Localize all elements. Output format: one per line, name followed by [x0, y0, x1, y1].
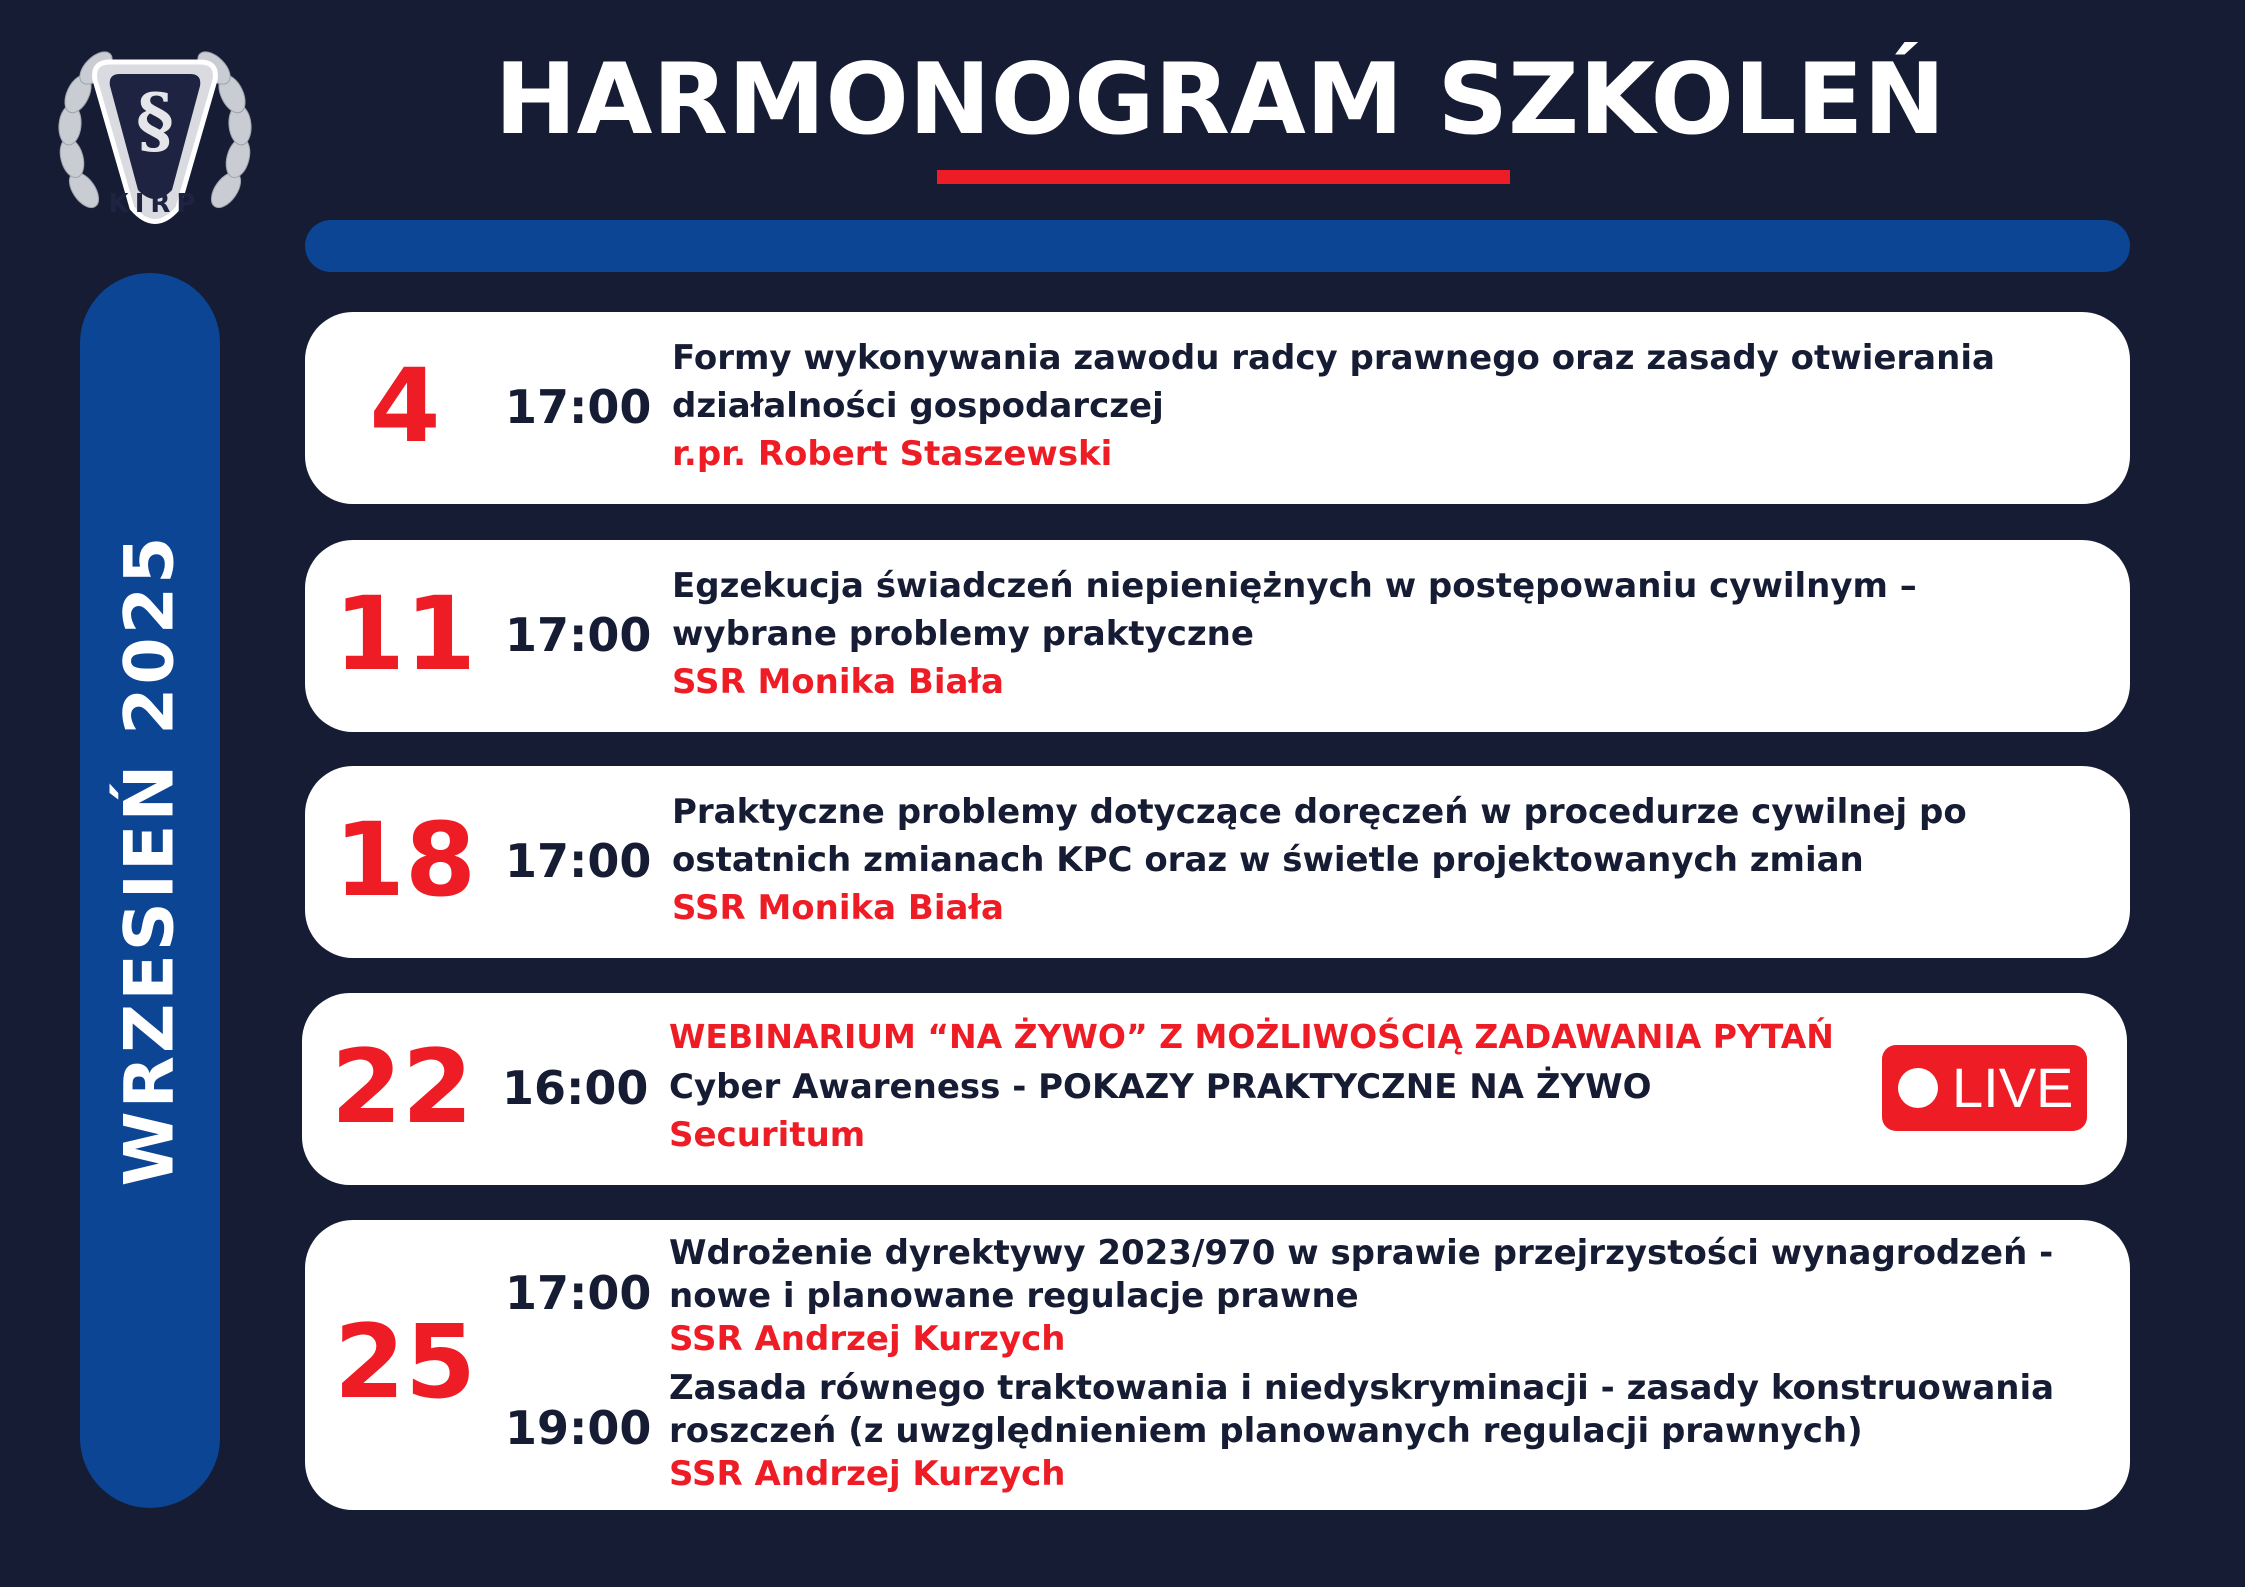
kirp-logo — [50, 40, 260, 250]
live-badge — [1882, 1045, 2087, 1131]
event-card-22 — [302, 993, 2127, 1185]
event-title: Egzekucja świadczeń niepieniężnych w postępowaniu cywilnym – wybrane problemy praktyczne — [672, 566, 1917, 654]
live-label: LIVE — [1952, 1056, 2074, 1119]
webinar-banner: WEBINARIUM “NA ŻYWO” Z MOŻLIWOŚCIĄ ZADAWANIA PYTAŃ — [669, 1017, 1834, 1056]
event-speaker: SSR Monika Biała — [672, 662, 1004, 702]
svg-text:§: § — [136, 77, 174, 162]
header-divider-bar — [305, 220, 2130, 272]
event-time: 17:00 — [505, 380, 652, 434]
event-day: 4 — [369, 347, 441, 466]
event-card-4 — [305, 312, 2130, 504]
event-card-18 — [305, 766, 2130, 958]
page-title: HARMONOGRAM SZKOLEŃ — [494, 43, 1946, 157]
event-day: 25 — [334, 1303, 476, 1422]
session-time: 17:00 — [505, 1266, 652, 1320]
event-details — [672, 562, 2092, 706]
event-day: 11 — [334, 575, 476, 694]
event-title: Cyber Awareness - POKAZY PRAKTYCZNE NA ŻYWO — [669, 1067, 1652, 1107]
event-title: Formy wykonywania zawodu radcy prawnego oraz zasady otwierania działalności gospodarczej — [672, 338, 1995, 426]
session-speaker: SSR Andrzej Kurzych — [669, 1454, 1066, 1494]
title-underline — [937, 170, 1510, 184]
event-card-25 — [305, 1220, 2130, 1510]
session-title: Wdrożenie dyrektywy 2023/970 w sprawie przejrzystości wynagrodzeń - nowe i planowane regulacje prawne — [669, 1233, 2054, 1316]
event-time: 17:00 — [505, 608, 652, 662]
event-details — [672, 334, 2092, 478]
event-time: 16:00 — [502, 1061, 649, 1115]
month-label: WRZESIEŃ 2025 — [110, 533, 190, 1187]
session-time: 19:00 — [505, 1401, 652, 1455]
event-details — [672, 788, 2092, 932]
event-details — [669, 1013, 1849, 1159]
event-time: 17:00 — [505, 834, 652, 888]
logo-text: KIRP — [108, 189, 202, 219]
event-speaker: Securitum — [669, 1115, 866, 1155]
session-details — [669, 1367, 2109, 1496]
session-speaker: SSR Andrzej Kurzych — [669, 1319, 1066, 1359]
live-dot-icon — [1898, 1068, 1938, 1108]
session-title: Zasada równego traktowania i niedyskryminacji - zasady konstruowania roszczeń (z uwzględnieniem planowanych regulacji prawnych) — [669, 1368, 2055, 1451]
session-details — [669, 1232, 2109, 1361]
event-card-11 — [305, 540, 2130, 732]
event-title: Praktyczne problemy dotyczące doręczeń w procedurze cywilnej po ostatnich zmianach KPC oraz w świetle projektowanych zmian — [672, 792, 1967, 880]
event-speaker: r.pr. Robert Staszewski — [672, 434, 1113, 474]
event-day: 22 — [331, 1028, 473, 1147]
event-speaker: SSR Monika Biała — [672, 888, 1004, 928]
event-day: 18 — [334, 801, 476, 920]
